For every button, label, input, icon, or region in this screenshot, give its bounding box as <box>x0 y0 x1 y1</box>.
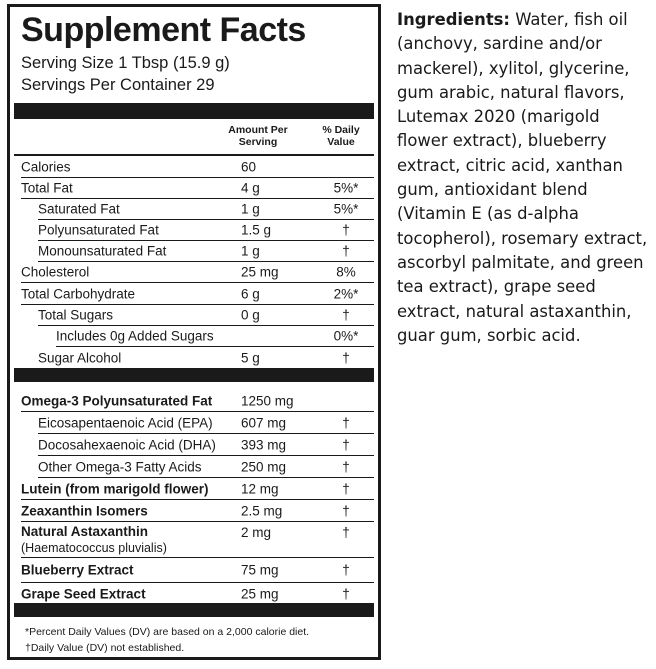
nutrient-label: Sugar Alcohol <box>38 350 122 365</box>
thick-divider-top <box>14 103 374 119</box>
nutrient-amount: 4 g <box>241 180 260 196</box>
supplement-row <box>21 391 374 412</box>
nutrient-dv: 5%* <box>333 180 359 196</box>
supplement-row <box>38 456 374 478</box>
supplement-amount: 607 mg <box>241 415 287 430</box>
nutrient-amount: 6 g <box>241 286 260 301</box>
supplement-label: Eicosapentaenoic Acid (EPA) <box>38 415 213 430</box>
ingredients-heading: Ingredients: <box>397 10 510 29</box>
column-header-daily-value: % Daily Value <box>322 124 360 148</box>
supplement-label: Docosahexaenoic Acid (DHA) <box>38 437 216 452</box>
ingredients-block <box>397 8 652 348</box>
supplement-dv: † <box>342 459 350 474</box>
nutrient-dv: 5%* <box>333 201 359 217</box>
supplement-dv: † <box>342 562 350 578</box>
nutrient-label: Total Carbohydrate <box>21 286 136 301</box>
ingredients-text: Water, fish oil (anchovy, sardine and/or mackerel), xylitol, glycerine, gum arabic, natural flavors, Lutemax 2020 (marigold flower extract), blueberry extract, citric acid, xanthan gum, antioxidant blend (Vitamin E (as d-alpha tocopherol), rosemary extract, ascorbyl palmitate, and green tea extract), grape seed extract, natural astaxanthin, guar gum, sorbic acid. <box>397 10 648 345</box>
supplement-amount: 1250 mg <box>241 393 294 409</box>
supplement-dv: † <box>342 586 350 602</box>
serving-size: Serving Size 1 Tbsp (15.9 g) <box>21 54 230 72</box>
supplement-amount: 250 mg <box>241 459 287 474</box>
supplement-label: Omega-3 Polyunsaturated Fat <box>21 393 213 409</box>
supplement-row <box>38 412 374 434</box>
supplement-row <box>21 500 374 522</box>
nutrient-row <box>38 220 374 241</box>
supplement-label: Other Omega-3 Fatty Acids <box>38 459 202 474</box>
header-rule <box>14 154 374 156</box>
nutrient-amount: 60 <box>241 159 257 175</box>
supplement-label: Blueberry Extract <box>21 562 134 578</box>
supplement-label: Lutein (from marigold flower) <box>21 481 209 496</box>
nutrient-label: Calories <box>21 159 71 175</box>
nutrient-row <box>38 199 374 220</box>
nutrient-dv: 8% <box>336 264 356 280</box>
nutrient-dv: 2%* <box>333 286 359 301</box>
supplement-dv: † <box>342 503 350 518</box>
supplement-row <box>21 478 374 500</box>
supplement-source: (Haematococcus pluvialis) <box>21 541 167 555</box>
nutrient-row <box>56 326 374 347</box>
nutrient-row <box>38 241 374 262</box>
nutrient-label: Monounsaturated Fat <box>38 243 167 259</box>
nutrient-row <box>21 262 374 283</box>
supplement-row <box>38 434 374 456</box>
thick-divider-middle <box>14 368 374 382</box>
nutrient-amount: 1.5 g <box>241 222 272 238</box>
supplement-label: Zeaxanthin Isomers <box>21 503 148 518</box>
nutrient-dv: † <box>342 243 350 259</box>
supplement-amount: 393 mg <box>241 437 287 452</box>
nutrient-amount: 25 mg <box>241 264 279 280</box>
supplement-dv: † <box>342 437 350 452</box>
supplement-dv: † <box>342 415 350 430</box>
supplement-facts-panel <box>7 4 381 660</box>
supplement-row <box>21 522 374 558</box>
supplement-dv: † <box>342 525 350 540</box>
nutrient-dv: † <box>342 307 350 323</box>
supplement-row <box>21 558 374 583</box>
column-header-amount: Amount Per Serving <box>228 124 288 148</box>
supplement-amount: 25 mg <box>241 586 279 602</box>
nutrient-row <box>38 347 374 368</box>
nutrient-row <box>38 305 374 326</box>
supplement-amount: 12 mg <box>241 481 279 496</box>
nutrient-label: Total Fat <box>21 180 73 196</box>
nutrient-dv: 0%* <box>333 328 359 344</box>
nutrient-label: Total Sugars <box>38 307 114 323</box>
supplement-row <box>21 583 374 605</box>
nutrient-amount: 1 g <box>241 243 260 259</box>
nutrient-dv: † <box>342 222 350 238</box>
nutrient-label: Includes 0g Added Sugars <box>56 328 214 344</box>
nutrient-row <box>21 157 374 178</box>
supplement-amount: 2.5 mg <box>241 503 283 518</box>
servings-per-container: Servings Per Container 29 <box>21 76 215 94</box>
supplement-label <box>21 524 167 556</box>
panel-title: Supplement Facts <box>21 11 306 49</box>
nutrient-label: Saturated Fat <box>38 201 120 217</box>
nutrient-amount: 1 g <box>241 201 260 217</box>
nutrient-row <box>21 283 374 305</box>
nutrient-dv: † <box>342 350 350 365</box>
nutrient-label: Polyunsaturated Fat <box>38 222 159 238</box>
supplement-amount: 2 mg <box>241 525 272 540</box>
supplement-dv: † <box>342 481 350 496</box>
footnote-not-established: †Daily Value (DV) not established. <box>25 642 185 654</box>
nutrient-label: Cholesterol <box>21 264 90 280</box>
supplement-amount: 75 mg <box>241 562 279 578</box>
supplement-label: Grape Seed Extract <box>21 586 146 602</box>
supplement-name: Natural Astaxanthin <box>21 524 149 539</box>
footnote-daily-values: *Percent Daily Values (DV) are based on a 2,000 calorie diet. <box>25 626 310 638</box>
nutrient-amount: 0 g <box>241 307 260 323</box>
nutrient-amount: 5 g <box>241 350 260 365</box>
thick-divider-bottom <box>14 603 374 617</box>
nutrient-row <box>21 178 374 199</box>
